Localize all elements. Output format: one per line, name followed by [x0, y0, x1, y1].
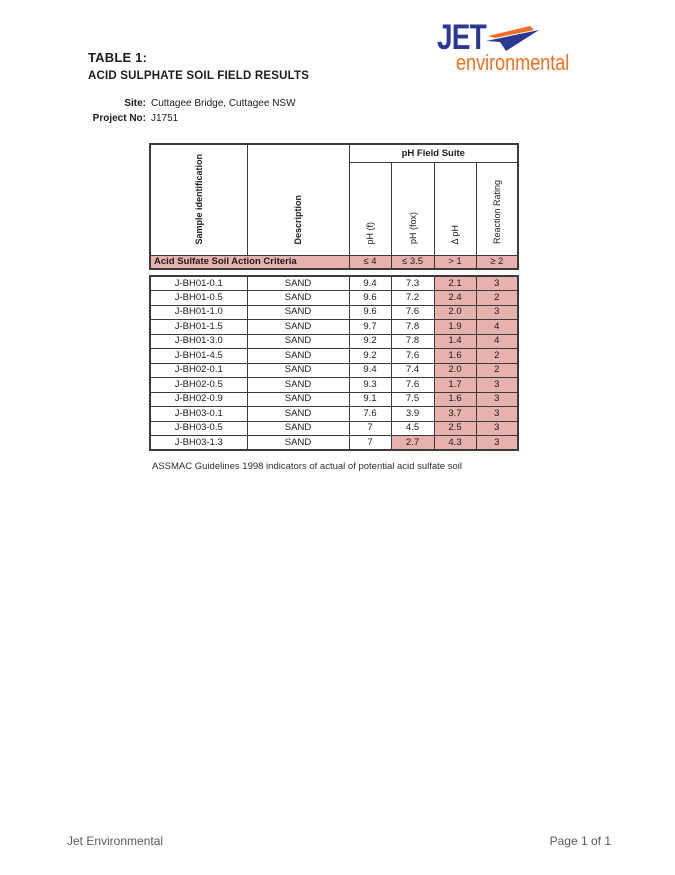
project-row: [0, 112, 296, 127]
table-cell: 2: [476, 363, 518, 378]
table-row: [150, 291, 518, 306]
footer-page-number: Page 1 of 1: [549, 834, 611, 848]
criteria-delta-ph: > 1: [434, 255, 476, 269]
table-cell: 9.3: [349, 378, 391, 393]
table-cell: SAND: [247, 305, 349, 320]
table-cell: 9.1: [349, 392, 391, 407]
project-label: Project No:: [92, 112, 146, 124]
table-cell: 1.6: [434, 392, 476, 407]
table-row: [150, 392, 518, 407]
footer-company: Jet Environmental: [67, 834, 164, 848]
report-title: ACID SULPHATE SOIL FIELD RESULTS: [88, 70, 310, 82]
table-cell: 7.8: [391, 320, 434, 335]
table-cell: 4.3: [434, 436, 476, 451]
criteria-ph-f: ≤ 4: [349, 255, 391, 269]
col-header-reaction-rating: Reaction Rating: [476, 162, 518, 255]
table-cell: 3: [476, 421, 518, 436]
table-cell: 9.4: [349, 276, 391, 291]
table-cell: 7.6: [391, 378, 434, 393]
table-row: [150, 334, 518, 349]
col-header-ph-f: pH (f): [349, 162, 391, 255]
table-cell: 7.4: [391, 363, 434, 378]
table-cell: 7: [349, 436, 391, 451]
table-cell: 1.7: [434, 378, 476, 393]
table-cell: SAND: [247, 349, 349, 364]
table-cell: 3: [476, 305, 518, 320]
company-logo: [437, 18, 607, 77]
table-cell: SAND: [247, 291, 349, 306]
table-cell: 9.6: [349, 291, 391, 306]
table-cell: 7.3: [391, 276, 434, 291]
site-value: Cuttagee Bridge, Cuttagee NSW: [151, 98, 296, 109]
site-label: Site:: [124, 98, 146, 109]
table-cell: J-BH01-3.0: [150, 334, 247, 349]
table-cell: 4.5: [391, 421, 434, 436]
table-cell: J-BH03-0.1: [150, 407, 247, 422]
table-cell: 7.6: [349, 407, 391, 422]
table-row: [150, 436, 518, 451]
table-row: [150, 378, 518, 393]
table-cell: 7.2: [391, 291, 434, 306]
col-header-description: Description: [247, 144, 349, 255]
table-cell: SAND: [247, 436, 349, 451]
table-cell: 2: [476, 349, 518, 364]
criteria-label: Acid Sulfate Soil Action Criteria: [150, 255, 349, 269]
table-cell: SAND: [247, 334, 349, 349]
table-row: [150, 363, 518, 378]
table-cell: J-BH03-1.3: [150, 436, 247, 451]
table-cell: 9.2: [349, 349, 391, 364]
col-header-ph-fox: pH (fox): [391, 162, 434, 255]
table-cell: 4: [476, 320, 518, 335]
table-row: [150, 305, 518, 320]
table-cell: 7.8: [391, 334, 434, 349]
col-header-sample-identification: Sample identification: [150, 144, 247, 255]
logo-jet-text: JET: [437, 18, 486, 57]
table-cell: J-BH01-0.5: [150, 291, 247, 306]
table-cell: SAND: [247, 421, 349, 436]
table-cell: J-BH03-0.5: [150, 421, 247, 436]
table-cell: 2.5: [434, 421, 476, 436]
logo-environmental-text: environmental: [456, 50, 570, 75]
page-footer: [67, 834, 611, 848]
table-row: [150, 320, 518, 335]
table-cell: J-BH01-1.0: [150, 305, 247, 320]
table-cell: J-BH01-4.5: [150, 349, 247, 364]
table-cell: 1.6: [434, 349, 476, 364]
site-row: [0, 97, 296, 112]
table-cell: 7.6: [391, 349, 434, 364]
table-cell: J-BH01-1.5: [150, 320, 247, 335]
meta-block: [0, 97, 296, 126]
table-cell: 4: [476, 334, 518, 349]
table-row: [150, 276, 518, 291]
table-cell: SAND: [247, 378, 349, 393]
table-cell: 3.7: [434, 407, 476, 422]
table-cell: 2.0: [434, 363, 476, 378]
title-block: [88, 50, 309, 82]
table-cell: 7.6: [391, 305, 434, 320]
table-cell: 2.4: [434, 291, 476, 306]
table-cell: SAND: [247, 276, 349, 291]
table-cell: 3: [476, 392, 518, 407]
table-cell: J-BH02-0.5: [150, 378, 247, 393]
table-cell: 9.7: [349, 320, 391, 335]
table-row: [150, 349, 518, 364]
table-row: [150, 407, 518, 422]
table-cell: 2.0: [434, 305, 476, 320]
table-cell: 3: [476, 436, 518, 451]
col-header-delta-ph: Δ pH: [434, 162, 476, 255]
table-cell: 3.9: [391, 407, 434, 422]
table-cell: 1.4: [434, 334, 476, 349]
table-cell: J-BH02-0.1: [150, 363, 247, 378]
results-table-body: [149, 275, 519, 451]
results-table-header: [149, 143, 519, 270]
table-number-heading: TABLE 1:: [88, 50, 148, 65]
table-cell: 3: [476, 378, 518, 393]
table-cell: 2: [476, 291, 518, 306]
table-cell: 3: [476, 276, 518, 291]
table-cell: 1.9: [434, 320, 476, 335]
group-header-ph-field-suite: pH Field Suite: [349, 144, 518, 162]
table-cell: SAND: [247, 363, 349, 378]
table-row: [150, 421, 518, 436]
criteria-ph-fox: ≤ 3.5: [391, 255, 434, 269]
table-cell: J-BH01-0.1: [150, 276, 247, 291]
results-table: [149, 143, 519, 451]
table-cell: 2.1: [434, 276, 476, 291]
footnote: ASSMAC Guidelines 1998 indicators of actual of potential acid sulfate soil: [152, 461, 462, 472]
table-cell: SAND: [247, 392, 349, 407]
project-value: J1751: [151, 112, 179, 124]
table-cell: 2.7: [391, 436, 434, 451]
criteria-row: [150, 255, 518, 269]
table-cell: 7: [349, 421, 391, 436]
table-cell: 9.4: [349, 363, 391, 378]
table-cell: J-BH02-0.9: [150, 392, 247, 407]
table-cell: 9.6: [349, 305, 391, 320]
table-cell: 7.5: [391, 392, 434, 407]
criteria-reaction-rating: ≥ 2: [476, 255, 518, 269]
table-cell: SAND: [247, 320, 349, 335]
table-cell: 3: [476, 407, 518, 422]
table-cell: 9.2: [349, 334, 391, 349]
table-cell: SAND: [247, 407, 349, 422]
